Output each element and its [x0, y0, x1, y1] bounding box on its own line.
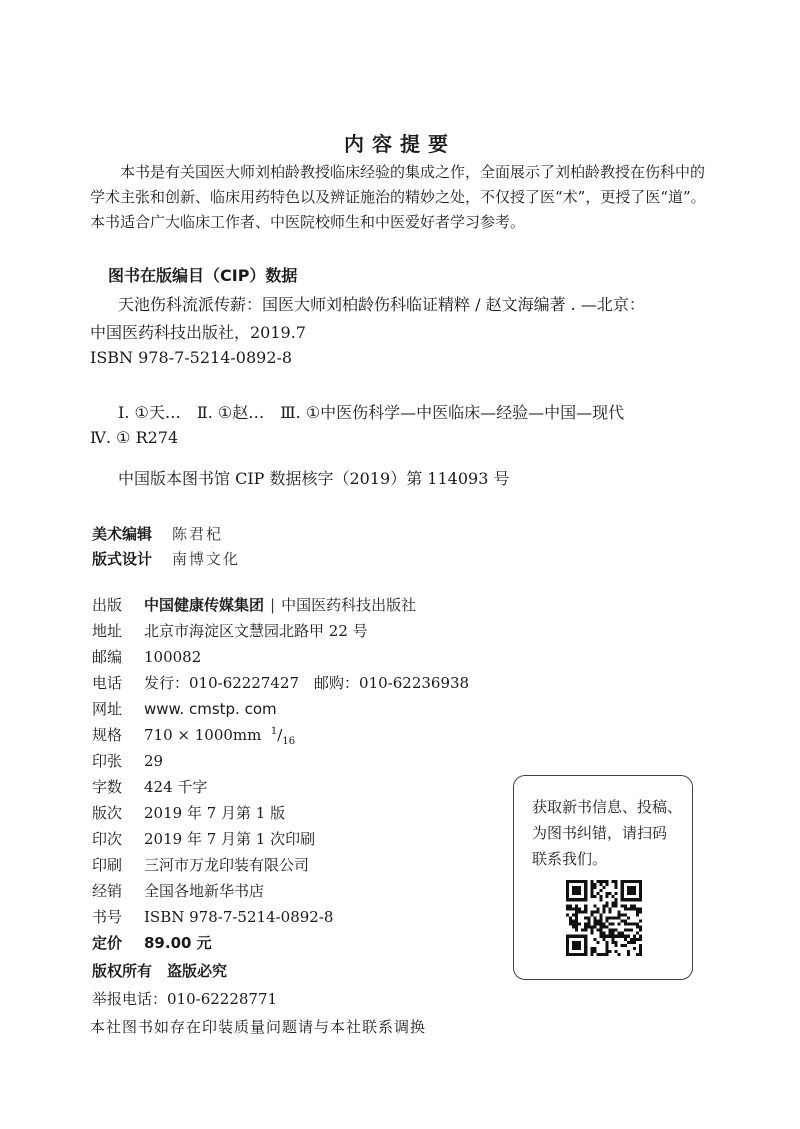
copyright-notice: 版权所有 盗版必究 — [92, 962, 228, 980]
publisher-group: 中国健康传媒集团 — [144, 596, 265, 614]
credit-label: 美术编辑 — [92, 525, 153, 543]
row-label: 电话 — [92, 674, 123, 692]
row-label: 规格 — [92, 726, 123, 744]
row-value: 2019 年 7 月第 1 版 — [144, 804, 286, 822]
qr-info-text: 获取新书信息、投稿、 为图书纠错，请扫码 联系我们。 — [532, 798, 683, 868]
row-book-number — [92, 906, 333, 927]
row-label: 邮编 — [92, 648, 123, 666]
row-value: 100082 — [144, 648, 202, 666]
row-value: 发行：010-62227427 邮购：010-62236938 — [144, 674, 470, 692]
format-size: 710 × 1000mm — [144, 726, 262, 744]
row-value: 29 — [144, 752, 164, 770]
credit-label: 版式设计 — [92, 550, 153, 568]
row-label: 印刷 — [92, 856, 123, 874]
row-value: 北京市海淀区文慧园北路甲 22 号 — [144, 622, 368, 640]
credit-value: 南博文化 — [172, 550, 241, 568]
row-label: 印张 — [92, 752, 123, 770]
cip-title-line: 天池伤科流派传薪：国医大师刘柏龄伤科临证精粹 / 赵文海编著 . —北京： — [118, 295, 645, 314]
row-phone — [92, 672, 469, 693]
row-label: 版次 — [92, 804, 123, 822]
credit-art-editor — [92, 523, 223, 544]
credit-layout-design — [92, 548, 240, 569]
summary-text — [90, 160, 710, 235]
row-value: www. cmstp. com — [144, 700, 277, 718]
cip-publisher-line: 中国医药科技出版社，2019.7 — [90, 323, 306, 342]
row-label: 定价 — [92, 934, 123, 952]
format-denominator: 16 — [282, 736, 296, 747]
report-phone: 举报电话：010-62228771 — [92, 990, 278, 1008]
row-price — [92, 932, 212, 953]
summary-paragraph-1: 本书是有关国医大师刘柏龄教授临床经验的集成之作，全面展示了刘柏龄教授在伤科中的学术主张和创新、临床用药特色以及辨证施治的精妙之处，不仅授了医“术”，更授了医“道”。 — [90, 163, 706, 206]
row-edition — [92, 802, 285, 823]
row-label: 地址 — [92, 622, 123, 640]
row-printer — [92, 854, 309, 875]
summary-paragraph-2: 本书适合广大临床工作者、中医院校师生和中医爱好者学习参考。 — [90, 213, 526, 231]
quality-notice: 本社图书如存在印装质量问题请与本社联系调换 — [90, 1018, 427, 1036]
row-value: ISBN 978-7-5214-0892-8 — [144, 908, 334, 926]
row-value: 全国各地新华书店 — [144, 882, 265, 900]
publisher-name: 中国医药科技出版社 — [281, 596, 417, 614]
row-sheets — [92, 750, 163, 771]
row-address — [92, 620, 368, 641]
row-website — [92, 698, 277, 719]
cip-data-number: 中国版本图书馆 CIP 数据核字（2019）第 114093 号 — [118, 469, 510, 488]
credit-value: 陈君杞 — [172, 525, 224, 543]
row-printing — [92, 828, 315, 849]
qr-code-icon[interactable] — [566, 880, 642, 956]
row-label: 出版 — [92, 596, 123, 614]
cip-classification-2: Ⅳ. ① R274 — [90, 428, 179, 447]
row-label: 书号 — [92, 908, 123, 926]
row-value: 424 千字 — [144, 778, 208, 796]
cip-heading: 图书在版编目（CIP）数据 — [108, 266, 298, 285]
cip-classification-1: Ⅰ. ①天… Ⅱ. ①赵… Ⅲ. ①中医伤科学—中医临床—经验—中国—现代 — [118, 403, 625, 422]
row-value: 三河市万龙印装有限公司 — [144, 856, 310, 874]
row-words — [92, 776, 207, 797]
row-postcode — [92, 646, 201, 667]
format-numerator: 1 — [270, 726, 278, 737]
row-label: 网址 — [92, 700, 123, 718]
row-value: 89.00 元 — [144, 934, 212, 952]
row-publisher — [92, 594, 416, 615]
row-distributor — [92, 880, 264, 901]
cip-isbn: ISBN 978-7-5214-0892-8 — [90, 348, 293, 367]
row-label: 印次 — [92, 830, 123, 848]
row-label: 字数 — [92, 778, 123, 796]
row-format: 规格 710 × 1000mm $^1/_{16}$ — [92, 726, 296, 747]
qr-info-box — [513, 775, 693, 980]
publisher-separator: | — [270, 596, 276, 614]
row-value: 2019 年 7 月第 1 次印刷 — [144, 830, 316, 848]
summary-title: 内容提要 — [344, 132, 456, 156]
row-label: 经销 — [92, 882, 123, 900]
